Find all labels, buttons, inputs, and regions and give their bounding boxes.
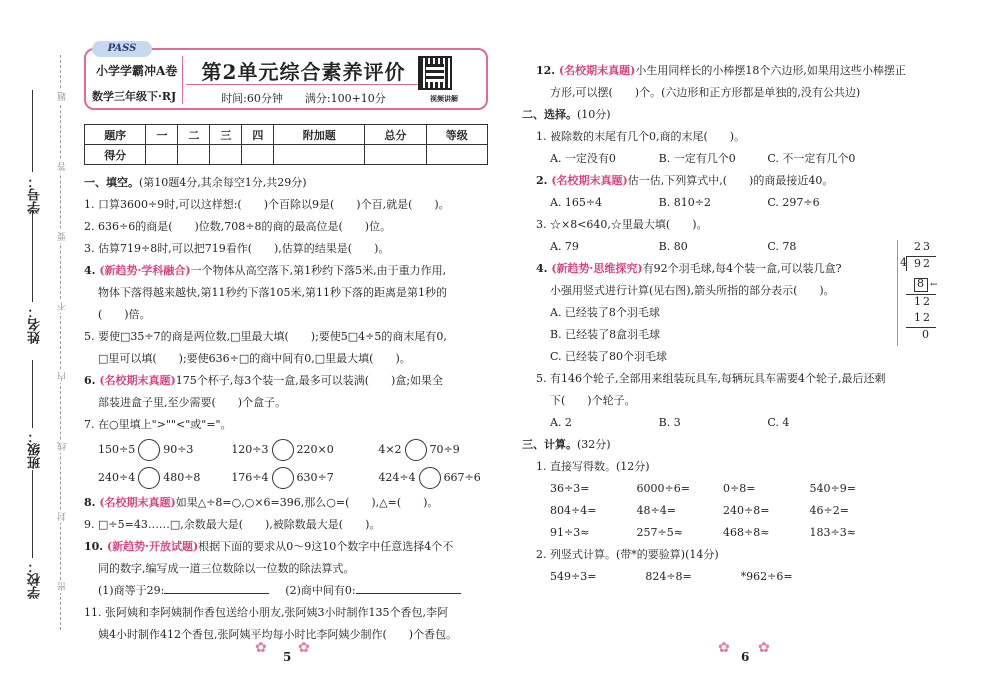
score-cell[interactable] (178, 145, 210, 165)
class-label: 班级： (28, 430, 43, 469)
score-header-cell: 题序 (85, 125, 146, 145)
compare-item: 4×2 70÷9 (378, 439, 494, 461)
question-tag: (新趋势·学科融合) (99, 264, 191, 277)
header-divider (182, 56, 183, 104)
score-cell[interactable] (146, 145, 178, 165)
compare-item: 240÷4 480÷8 (98, 467, 231, 489)
option[interactable]: B. 3 (658, 416, 681, 429)
cut-line (60, 55, 61, 630)
cut-char: 线 (58, 442, 68, 451)
compare-item: 120÷3 220×0 (231, 439, 378, 461)
question-12-cont: 方形,可以摆( )个。(六边形和正方形都是单独的,没有公共边) (550, 86, 861, 99)
compare-circle[interactable] (419, 467, 441, 489)
question-4-cont: ( )倍。 (98, 308, 151, 321)
question-6: 6. (名校期末真题)175个杯子,每3个装一盒,最多可以装满( )盒;如果全 (84, 374, 444, 387)
question-5-cont: □里可以填( );要使636÷□的商中间有0,□里最大填( )。 (98, 352, 411, 365)
footer-flower-icon: ✿ (255, 640, 267, 656)
compare-circle[interactable] (405, 439, 427, 461)
cut-char: 要 (58, 232, 68, 241)
arrow-left-icon: ← (930, 280, 938, 290)
question-12: 12. (名校期末真题)小生用同样长的小棒摆18个六边形,如果用这些小棒摆正 (536, 64, 906, 77)
div-step2: 12 (914, 295, 932, 308)
choice-3: 3. ☆×8<640,☆里最大填( )。 (536, 218, 708, 231)
question-tag: (名校期末真题) (99, 374, 176, 387)
cut-char: 封 (58, 512, 68, 521)
score-cell[interactable] (426, 145, 487, 165)
div-remainder: 0 (922, 328, 931, 341)
score-header-cell: 等级 (426, 125, 487, 145)
option[interactable]: C. 不一定有几个0 (767, 152, 856, 165)
score-header-row (85, 125, 488, 145)
score-header-cell: 二 (178, 125, 210, 145)
option[interactable]: C. 4 (767, 416, 790, 429)
div-step1: 8 (917, 277, 926, 290)
score-header-cell: 附加题 (274, 125, 365, 145)
question-tag: (名校期末真题) (551, 174, 628, 187)
choice-5-options (536, 412, 876, 434)
option[interactable]: A. 一定没有0 (550, 152, 616, 165)
option[interactable]: C. 297÷6 (767, 196, 820, 209)
question-10: 10. (新趋势·开放试题)根据下面的要求从0～9这10个数字中任意选择4个不 (84, 540, 454, 553)
section-choice: 二、选择。(10分) (522, 108, 611, 121)
footer-flower-icon: ✿ (758, 640, 770, 656)
div-bracket (906, 257, 907, 271)
calc-row: 91÷3≈ 257÷5≈ 468÷8≈ 183÷3≈ (550, 526, 856, 539)
score-cell[interactable] (242, 145, 274, 165)
id-line (32, 90, 33, 172)
option[interactable]: B. 810÷2 (658, 196, 711, 209)
option[interactable]: A. 2 (550, 416, 572, 429)
binding-strip (0, 0, 72, 687)
div-step3: 12 (914, 311, 932, 324)
score-value-row (85, 145, 488, 165)
option[interactable]: B. 已经装了8盒羽毛球 (550, 328, 661, 341)
compare-circle[interactable] (272, 467, 294, 489)
answer-blank[interactable] (164, 580, 269, 594)
question-tag: (名校期末真题) (99, 496, 176, 509)
qr-caption: 视频讲解 (430, 94, 458, 103)
question-10-cont: 同的数字,编写成一道三位数除以一位数的除法算式。 (98, 562, 355, 575)
compare-circle[interactable] (272, 439, 294, 461)
choice-5-cont: 下( )个轮子。 (550, 394, 636, 407)
choice-3-options (536, 236, 876, 258)
compare-item: 150÷5 90÷3 (98, 439, 231, 461)
question-4-cont: 物体下落得越来越快,第11秒约下落105米,第11秒下落的距离是第1秒的 (98, 286, 447, 299)
school-line (32, 470, 33, 558)
choice-4-cont: 小强用竖式进行计算(见右图),箭头所指的部分表示( )。 (550, 284, 835, 297)
qr-code-icon[interactable] (418, 56, 452, 90)
score-row-label: 得分 (85, 145, 146, 165)
section-calc: 三、计算。(32分) (522, 438, 611, 451)
compare-item: 176÷4 630÷7 (231, 467, 378, 489)
option[interactable]: C. 78 (767, 240, 797, 253)
score-header-cell: 总分 (365, 125, 426, 145)
score-header-cell: 一 (146, 125, 178, 145)
header-rule (186, 84, 436, 85)
question-4: 4. (新趋势·学科融合)一个物体从高空落下,第1秒约下落5米,由于重力作用, (84, 264, 447, 277)
cut-char: 密 (58, 582, 68, 591)
div-dividend: 92 (914, 257, 932, 270)
calc-2: 2. 列竖式计算。(带*的要验算)(14分) (536, 548, 719, 561)
question-11: 11. 张阿姨和李阿姨制作香包送给小朋友,张阿姨3小时制作135个香包,李阿 (84, 606, 448, 619)
class-line (32, 360, 33, 428)
cut-char: 不 (58, 302, 68, 311)
pass-logo: PASS (92, 41, 152, 57)
question-9: 9. □÷5=43……□,余数最大是( ),被除数最大是( )。 (84, 518, 381, 531)
score-table (84, 124, 488, 165)
option[interactable]: C. 已经装了80个羽毛球 (550, 350, 668, 363)
question-tag: (新趋势·思维探究) (551, 262, 643, 275)
compare-grid (84, 436, 494, 492)
compare-row (98, 464, 494, 492)
choice-1-options (536, 148, 876, 170)
question-10-blanks: (1)商等于29: (2)商中间有0: (84, 580, 494, 602)
question-7: 7. 在○里填上">""<"或"="。 (84, 418, 232, 431)
option[interactable]: B. 一定有几个0 (658, 152, 736, 165)
div-quotient: 23 (914, 240, 932, 253)
question-2: 2. 636÷6的商是( )位数,708÷8的商的最高位是( )位。 (84, 220, 392, 233)
compare-row (98, 436, 494, 464)
calc-row: 549÷3= 824÷8= *962÷6= (550, 570, 793, 583)
score-cell[interactable] (210, 145, 242, 165)
compare-circle[interactable] (138, 467, 160, 489)
exam-title: 第2单元综合素养评价 (201, 60, 406, 84)
calc-row: 804÷4= 48÷4= 240÷8= 46÷2= (550, 504, 849, 517)
choice-2-options (536, 192, 876, 214)
question-1: 1. 口算3600÷9时,可以这样想:( )个百除以9是( )个百,就是( )。 (84, 198, 450, 211)
question-3: 3. 估算719÷8时,可以把719看作( ),估算的结果是( )。 (84, 242, 390, 255)
question-tag: (新趋势·开放试题) (106, 540, 199, 553)
score-header-cell: 三 (210, 125, 242, 145)
name-label: 姓名： (28, 305, 43, 344)
exam-info: 时间:60分钟 满分:100+10分 (221, 92, 386, 105)
option[interactable]: B. 80 (658, 240, 688, 253)
score-header-cell: 四 (242, 125, 274, 145)
long-division-figure (897, 240, 947, 346)
compare-item: 424÷4 667÷6 (378, 467, 494, 489)
question-6-cont: 部装进盒子里,至少需要( )个盒子。 (98, 396, 287, 409)
school-label: 学校： (28, 560, 43, 599)
choice-5: 5. 有146个轮子,全部用来组装玩具车,每辆玩具车需要4个轮子,最后还剩 (536, 372, 886, 385)
option[interactable]: A. 已经装了8个羽毛球 (550, 306, 660, 319)
id-label: 学号： (28, 175, 43, 214)
choice-1: 1. 被除数的末尾有几个0,商的末尾( )。 (536, 130, 746, 143)
footer-flower-icon: ✿ (718, 640, 730, 656)
page-number: 5 (283, 650, 292, 664)
choice-4: 4. (新趋势·思维探究)有92个羽毛球,每4个装一盒,可以装几盒? (536, 262, 842, 275)
footer-flower-icon: ✿ (298, 640, 310, 656)
calc-row: 36÷3= 6000÷6= 0÷8= 540÷9= (550, 482, 856, 495)
section-fill-in: 一、填空。(第10题4分,其余每空1分,共29分) (84, 176, 307, 189)
score-cell[interactable] (365, 145, 426, 165)
exam-header (84, 43, 488, 110)
answer-blank[interactable] (356, 580, 461, 594)
question-5: 5. 要使□35÷7的商是两位数,□里最大填( );要使5□4÷5的商末尾有0, (84, 330, 447, 343)
choice-2: 2. (名校期末真题)估一估,下列算式中,( )的商最接近40。 (536, 174, 834, 187)
cut-char: 答 (58, 162, 68, 171)
option[interactable]: A. 165÷4 (550, 196, 603, 209)
question-11-cont: 姨4小时制作412个香包,张阿姨平均每小时比李阿姨少制作( )个香包。 (98, 628, 458, 641)
cut-char: 题 (58, 92, 68, 101)
cut-char: 内 (58, 372, 68, 381)
grade-label: 数学三年级下·RJ (92, 90, 177, 103)
question-8: 8. (名校期末真题)如果△÷8=○,○×6=396,那么○=( ),△=( )。 (84, 496, 439, 509)
page-number: 6 (741, 650, 750, 664)
name-line (32, 210, 33, 302)
left-content (84, 172, 494, 646)
compare-circle[interactable] (138, 439, 160, 461)
score-cell[interactable] (274, 145, 365, 165)
option[interactable]: A. 79 (550, 240, 579, 253)
div-divisor: 4 (900, 256, 907, 269)
series-name: 小学学霸冲A卷 (96, 64, 178, 78)
calc-1: 1. 直接写得数。(12分) (536, 460, 650, 473)
question-tag: (名校期末真题) (558, 64, 636, 77)
